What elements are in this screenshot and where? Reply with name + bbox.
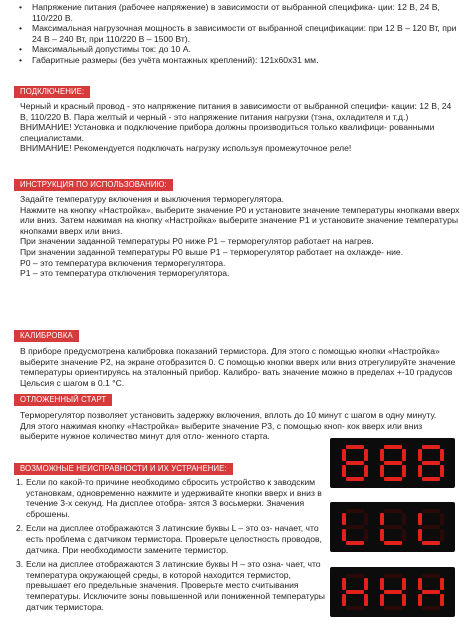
instruction-line: Нажмите на кнопку «Настройка», выберите значение Р0 и установите значение температуры кнопками вверх или вниз. Затем нажимая на кнопку «Настройка» выберите значение Р1 и установите значение температуры кнопками вверх или вниз.	[20, 204, 460, 236]
segment-c	[440, 594, 444, 606]
spec-item: • Максимальный допустимы ток: до 10 А.	[14, 44, 460, 55]
instruction-text	[20, 194, 460, 279]
fault-item	[16, 477, 336, 519]
segment-d	[346, 477, 364, 481]
segment-d	[422, 477, 440, 481]
fault-item	[16, 559, 336, 612]
segment-c	[402, 594, 406, 606]
calibration-heading: КАЛИБРОВКА	[14, 330, 79, 342]
segment-c	[364, 465, 368, 477]
segment-g	[422, 525, 440, 529]
segment-g	[384, 525, 402, 529]
display-hhh	[330, 567, 455, 617]
segment-g	[384, 461, 402, 465]
fault-text: Если на дисплее отображаются 3 латинские буквы L – это оз- начает, что есть проблема с датчиком термистора. Проверьте целостность проводов, датчика. При необходимости замените термистор.	[26, 523, 322, 555]
segment-c	[364, 529, 368, 541]
segment-e	[418, 529, 422, 541]
segment-a	[422, 574, 440, 578]
delayed-start-heading: ОТЛОЖЕННЫЙ СТАРТ	[14, 394, 112, 406]
faults-list	[16, 477, 336, 616]
segment-a	[346, 509, 364, 513]
segment-a	[422, 445, 440, 449]
specs-list	[14, 2, 460, 66]
segment-b	[364, 513, 368, 525]
segment-a	[346, 574, 364, 578]
spec-item: • Максимальная нагрузочная мощность в зависимости от выбранной спецификации: при 12 В – 120 Вт, при 24 В – 240 Вт, при 110/220 В – 1500 Вт).	[14, 23, 460, 44]
delayed-start-paragraph: Терморегулятор позволяет установить задержку включения, вплоть до 10 минут с шагом в одну минуту. Для этого нажимая кнопку «Настройка» выберите значение Р3, с помощью кноп- кок вверх или вниз выберите нужное количество минут для отло- женного старта.	[20, 410, 437, 442]
connection-heading: ПОДКЛЮЧЕНИЕ:	[14, 86, 90, 98]
segment-f	[342, 449, 346, 461]
segment-b	[440, 578, 444, 590]
segment-f	[380, 578, 384, 590]
instruction-heading: ИНСТРУКЦИЯ ПО ИСПОЛЬЗОВАНИЮ:	[14, 179, 173, 191]
segment-b	[440, 449, 444, 461]
segment-f	[342, 513, 346, 525]
connection-warning: ВНИМАНИЕ! Рекомендуется подключать нагрузку используя промежуточное реле!	[20, 143, 352, 154]
segment-c	[440, 529, 444, 541]
segment-a	[346, 445, 364, 449]
segment-g	[422, 590, 440, 594]
segment-d	[384, 541, 402, 545]
segment-e	[418, 594, 422, 606]
fault-number: 2.	[16, 523, 24, 534]
segment-d	[422, 606, 440, 610]
instruction-line: При значении заданной температуры Р0 выше Р1 – терморегулятор работает на охлажде- ние.	[20, 246, 404, 257]
segment-a	[422, 509, 440, 513]
segment-f	[418, 578, 422, 590]
segment-e	[342, 465, 346, 477]
segment-f	[380, 449, 384, 461]
segment-b	[402, 513, 406, 525]
segment-d	[346, 606, 364, 610]
seven-segment-display	[330, 567, 455, 617]
segment-d	[346, 541, 364, 545]
faults-heading: ВОЗМОЖНЫЕ НЕИСПРАВНОСТИ И ИХ УСТРАНЕНИЕ:	[14, 463, 233, 475]
instruction-line: Р1 – это температура отключения терморегулятора.	[20, 268, 230, 279]
segment-b	[402, 578, 406, 590]
segment-e	[418, 465, 422, 477]
display-lll	[330, 502, 455, 552]
calibration-paragraph: В приборе предусмотрена калибровка показаний термистора. Для этого с помощью кнопки «Настройка» выберите значение Р2, на экране отобразится 0. С помощью кнопки вверх или вниз отрегулируйте значение температуры ориентируясь на эталонный прибор. Калибро- вать значение можно в пределах +-10 градусов Цельсия с шагом в 0.1 °С.	[20, 346, 456, 388]
segment-g	[346, 461, 364, 465]
connection-line: Черный и красный провод - это напряжение питания в зависимости от выбранной специфи- кации: 12 В, 24 В, 110/220 В. Пара желтый и черный - это напряжение питания нагрузки (тэна, охладителя и т.д.)	[20, 101, 452, 122]
instruction-line: Задайте температуру включения и выключения терморегулятора.	[20, 194, 285, 204]
instruction-line: Р0 – это температура включения терморегулятора.	[20, 257, 226, 268]
fault-number: 1.	[16, 477, 24, 487]
seven-segment-display	[330, 502, 455, 552]
segment-c	[402, 529, 406, 541]
segment-b	[364, 449, 368, 461]
fault-number: 3.	[16, 559, 24, 570]
segment-c	[402, 465, 406, 477]
segment-e	[342, 594, 346, 606]
segment-f	[342, 578, 346, 590]
segment-c	[440, 465, 444, 477]
connection-text	[20, 101, 460, 154]
segment-e	[342, 529, 346, 541]
fault-text: Если по какой-то причине необходимо сбросить устройство к заводским установкам, одновременно нажмите и удерживайте кнопки вверх и вниз в течение 3-х секунд. На дисплее отобра- зятся 3 восьмерки. Значения сброшены.	[26, 477, 322, 519]
segment-e	[380, 529, 384, 541]
spec-item: • Напряжение питания (рабочее напряжение) в зависимости от выбранной специфика- ции: 12 В, 24 В, 110/220 В.	[14, 2, 460, 23]
segment-a	[384, 509, 402, 513]
segment-d	[384, 477, 402, 481]
calibration-text	[20, 346, 460, 388]
segment-g	[346, 590, 364, 594]
fault-text: Если на дисплее отображаются 3 латинские буквы Н – это озна- чает, что температура окружающей среды, в которой находится термистор, превышает его предельные значения. Проверьте место считывания температуры. Исключите зоны повышенной или пониженной температуры датчик термистора.	[26, 559, 325, 612]
segment-c	[364, 594, 368, 606]
fault-item	[16, 523, 336, 555]
instruction-line: При значении заданной температуры Р0 ниже Р1 – терморегулятор работает на нагрев.	[20, 236, 374, 247]
seven-segment-display	[330, 438, 455, 488]
segment-d	[384, 606, 402, 610]
segment-a	[384, 445, 402, 449]
segment-e	[380, 594, 384, 606]
segment-g	[384, 590, 402, 594]
segment-f	[380, 513, 384, 525]
segment-b	[364, 578, 368, 590]
spec-item: • Габаритные размеры (без учёта монтажных креплений): 121х60х31 мм.	[14, 55, 460, 66]
segment-g	[346, 525, 364, 529]
segment-b	[440, 513, 444, 525]
segment-d	[422, 541, 440, 545]
segment-g	[422, 461, 440, 465]
segment-e	[380, 465, 384, 477]
delayed-start-text	[20, 410, 452, 442]
segment-b	[402, 449, 406, 461]
segment-f	[418, 513, 422, 525]
display-888	[330, 438, 455, 488]
segment-f	[418, 449, 422, 461]
segment-a	[384, 574, 402, 578]
connection-warning: ВНИМАНИЕ! Установка и подключение прибора должны производиться только квалифици- рованными специалистами.	[20, 122, 435, 143]
